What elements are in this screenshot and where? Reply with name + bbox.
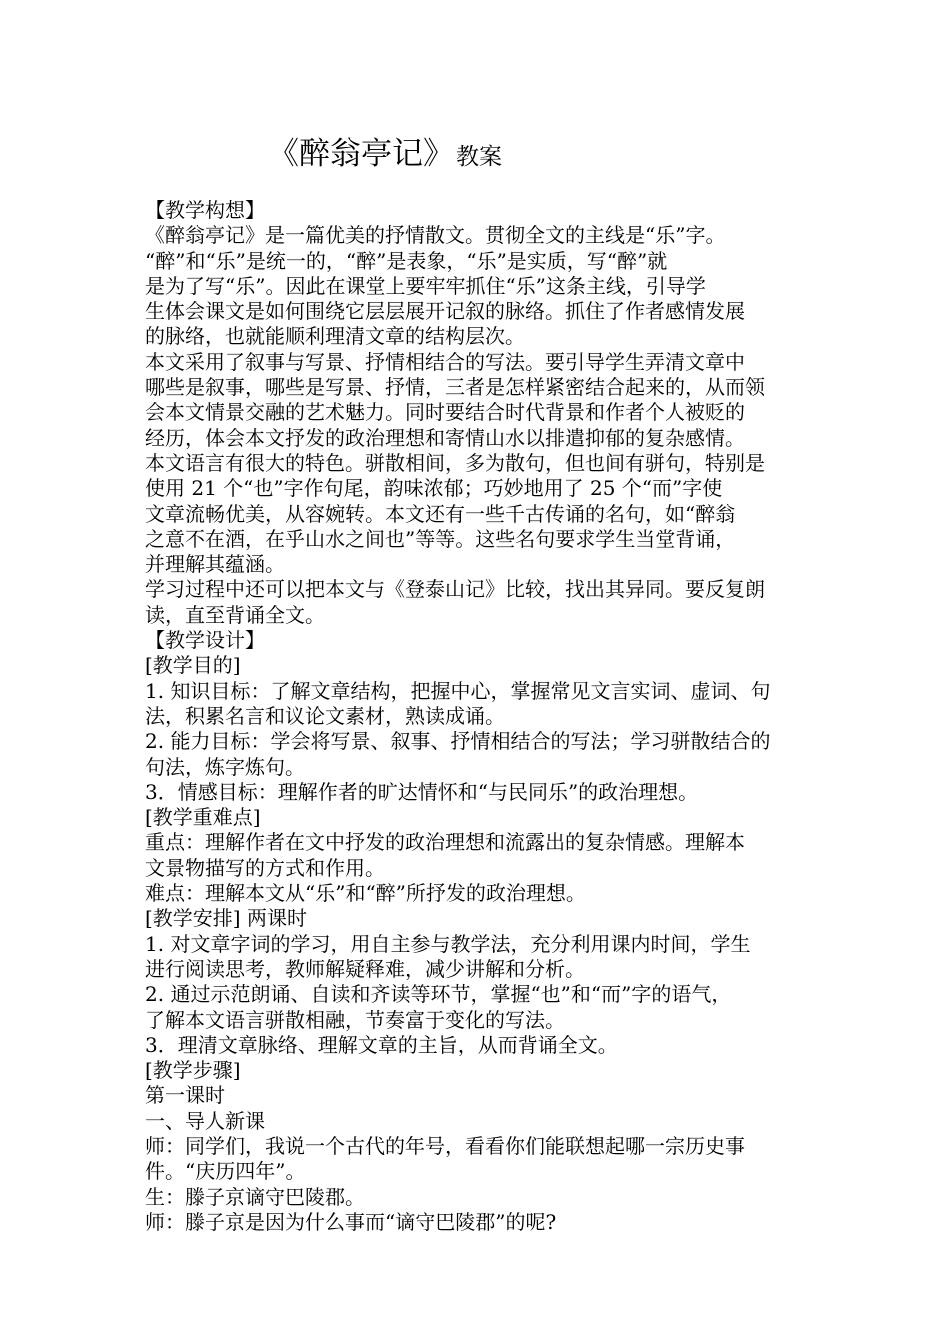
text-line: 难点：理解本文从“乐”和“醉”所抒发的政治理想。 [145,881,586,906]
document-title [268,128,502,173]
text-line: 读，直至背诵全文。 [145,602,325,627]
text-line: 是为了写“乐”。因此在课堂上要牢牢抓住“乐”这条主线，引导学 [145,273,706,298]
text-line: 2. 能力目标：学会将写景、叙事、抒情相结合的写法；学习骈散结合的 [145,729,771,754]
text-line: 3．情感目标：理解作者的旷达情怀和“与民同乐”的政治理想。 [145,779,699,804]
text-line: 本文语言有很大的特色。骈散相间，多为散句，但也间有骈句，特别是 [145,450,765,475]
text-line: 生：滕子京谪守巴陵郡。 [145,1184,365,1209]
text-line: 师：同学们，我说一个古代的年号，看看你们能联想起哪一宗历史事 [145,1133,745,1158]
text-line: 3．理清文章脉络、理解文章的主旨，从而背诵全文。 [145,1032,618,1057]
text-line: 经历，体会本文抒发的政治理想和寄情山水以排遣抑郁的复杂感情。 [145,425,745,450]
text-line: 文章流畅优美，从容婉转。本文还有一些千古传诵的名句，如“醉翁 [145,501,736,526]
text-line: 重点：理解作者在文中抒发的政治理想和流露出的复杂情感。理解本 [145,830,745,855]
title-main: 《醉翁亭记》 [268,136,454,172]
text-line: 文景物描写的方式和作用。 [145,855,385,880]
subsection-heading: [教学重难点] [145,805,261,830]
title-sub: 教案 [456,144,502,170]
text-line: 【教学构想】 [145,198,265,222]
text-line: 件。“庆历四年”。 [145,1159,306,1184]
text-line: 进行阅读思考，教师解疑释难，减少讲解和分析。 [145,956,585,981]
text-line: 本文采用了叙事与写景、抒情相结合的写法。要引导学生弄清文章中 [145,349,745,374]
text-line: 1. 对文章字词的学习，用自主参与教学法，充分利用课内时间，学生 [145,931,751,956]
text-line: 了解本文语言骈散相融，节奏富于变化的写法。 [145,1007,565,1032]
subsection-heading: [教学步骤] [145,1058,241,1083]
text-line: 法，积累名言和议论文素材，熟读成诵。 [145,703,505,728]
section-heading: 【教学设计】 [145,628,265,653]
text-line: 生体会课文是如何围绕它层层展开记叙的脉络。抓住了作者感情发展 [145,299,745,324]
text-line: 2. 通过示范朗诵、自读和齐读等环节，掌握“也”和“而”字的语气， [145,982,732,1007]
text-line: 《醉翁亭记》是一篇优美的抒情散文。贯彻全文的主线是“乐”字。 [145,223,726,248]
document-body [145,198,813,1235]
text-line: 师：滕子京是因为什么事而“谪守巴陵郡”的呢? [145,1209,557,1234]
text-line: 1. 知识目标：了解文章结构，把握中心，掌握常见文言实词、虚词、句 [145,678,771,703]
text-line: 学习过程中还可以把本文与《登泰山记》比较，找出其异同。要反复朗 [145,577,765,602]
text-line: 第一课时 [145,1083,225,1108]
text-line: 会本文情景交融的艺术魅力。同时要结合时代背景和作者个人被贬的 [145,400,745,425]
text-line: 句法，炼字炼句。 [145,754,305,779]
text-line: 的脉络，也就能顺利理清文章的结构层次。 [145,324,525,349]
text-line: 并理解其蕴涵。 [145,552,285,577]
text-line: “醉”和“乐”是统一的，“醉”是表象，“乐”是实质，写“醉”就 [145,248,668,273]
text-line: 使用 21 个“也”字作句尾，韵味浓郁；巧妙地用了 25 个“而”字使 [145,476,723,501]
subsection-heading: [教学目的] [145,653,241,678]
subsection-heading: [教学安排] 两课时 [145,906,307,931]
text-line: 一、导人新课 [145,1108,265,1133]
text-line: 哪些是叙事，哪些是写景、抒情，三者是怎样紧密结合起来的，从而领 [145,375,765,400]
text-line: 之意不在酒，在乎山水之间也”等等。这些名句要求学生当堂背诵， [145,526,736,551]
